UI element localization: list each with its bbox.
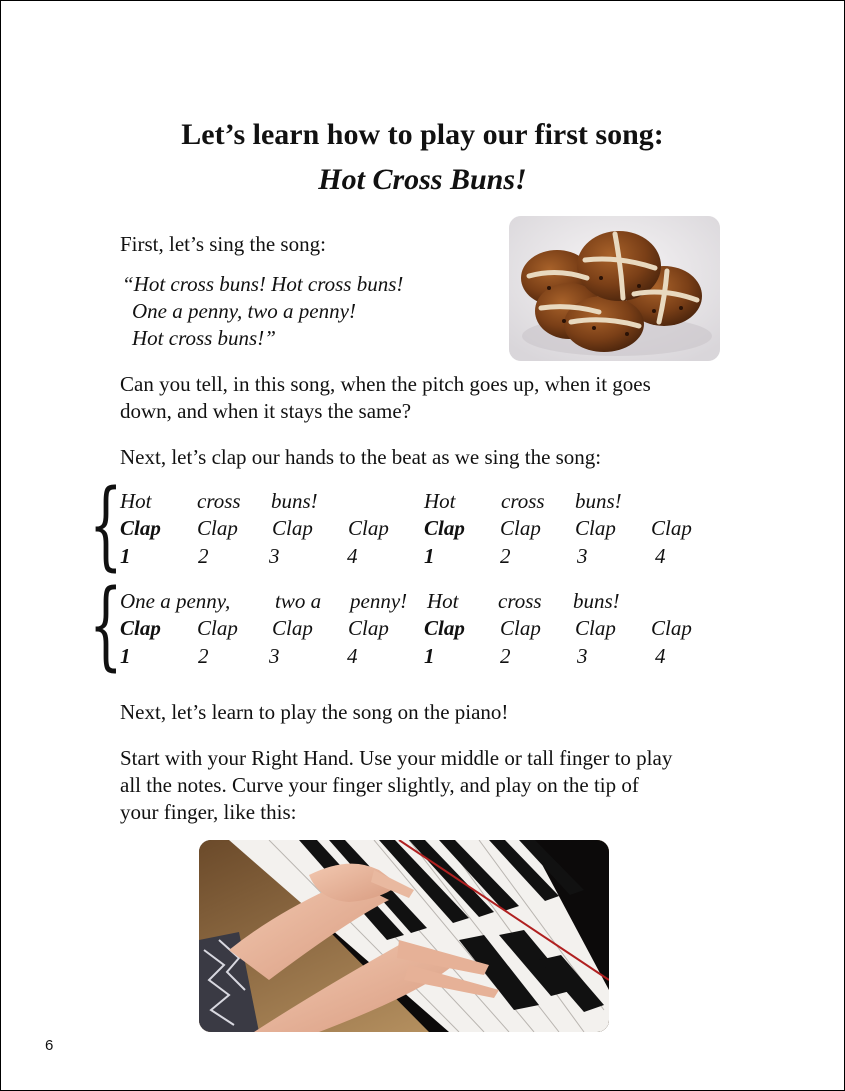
word: Hot: [427, 589, 459, 613]
instruction-line-3: your finger, like this:: [120, 800, 297, 824]
beat-count: 2: [500, 544, 511, 568]
clap-word: Clap: [651, 516, 692, 540]
clap-word: Clap: [272, 616, 313, 640]
clap-word: Clap: [575, 616, 616, 640]
clap-word: Clap: [575, 516, 616, 540]
clap-word: Clap: [120, 516, 161, 540]
sing-instruction: First, let’s sing the song:: [120, 232, 326, 256]
clap-word: Clap: [120, 616, 161, 640]
word: penny!: [350, 589, 408, 613]
clap-word: Clap: [348, 516, 389, 540]
beat-count: 1: [120, 544, 131, 568]
clap-word: Clap: [424, 616, 465, 640]
beat-count: 2: [500, 644, 511, 668]
word: buns!: [575, 489, 622, 513]
song-title: Hot Cross Buns!: [318, 163, 527, 196]
beat-count: 1: [424, 544, 435, 568]
word: Hot: [120, 489, 152, 513]
buns-illustration: [509, 216, 720, 361]
instruction-line-1: Start with your Right Hand. Use your middle or tall finger to play: [120, 746, 673, 770]
clap-word: Clap: [500, 516, 541, 540]
word: cross: [498, 589, 542, 613]
clap-word: Clap: [197, 516, 238, 540]
beat-count: 1: [120, 644, 131, 668]
hot-cross-buns-image: [509, 216, 720, 361]
instruction-line-2: all the notes. Curve your finger slightly, and play on the tip of: [120, 773, 639, 797]
beat-count: 4: [655, 544, 666, 568]
clap-word: Clap: [651, 616, 692, 640]
beat-count: 3: [269, 644, 280, 668]
beat-count: 4: [655, 644, 666, 668]
beat-count: 3: [269, 544, 280, 568]
beat-count: 4: [347, 644, 358, 668]
word: two a: [275, 589, 322, 613]
beat-count: 2: [198, 644, 209, 668]
piano-hands-image: [199, 840, 609, 1032]
beat-count: 4: [347, 544, 358, 568]
word: cross: [501, 489, 545, 513]
left-brace: {: [89, 469, 123, 581]
word: One a penny,: [120, 589, 231, 613]
word: cross: [197, 489, 241, 513]
beat-count: 1: [424, 644, 435, 668]
beat-count: 3: [577, 644, 588, 668]
left-brace: {: [89, 569, 123, 681]
page-number: 6: [45, 1037, 54, 1054]
question-line-2: down, and when it stays the same?: [120, 399, 412, 423]
word: buns!: [573, 589, 620, 613]
lyric-line: “Hot cross buns! Hot cross buns!: [122, 272, 404, 296]
page-title: Let’s learn how to play our first song:: [181, 118, 664, 151]
beat-count: 3: [577, 544, 588, 568]
question-line-1: Can you tell, in this song, when the pitch goes up, when it goes: [120, 372, 651, 396]
lyric-line: One a penny, two a penny!: [132, 299, 356, 323]
word: buns!: [271, 489, 318, 513]
clap-word: Clap: [424, 516, 465, 540]
clap-word: Clap: [197, 616, 238, 640]
clap-word: Clap: [348, 616, 389, 640]
lyric-line: Hot cross buns!”: [132, 326, 276, 350]
clap-word: Clap: [500, 616, 541, 640]
clap-instruction: Next, let’s clap our hands to the beat as we sing the song:: [120, 445, 602, 469]
piano-illustration: [199, 840, 609, 1032]
beat-count: 2: [198, 544, 209, 568]
clap-word: Clap: [272, 516, 313, 540]
word: Hot: [424, 489, 456, 513]
piano-instruction: Next, let’s learn to play the song on the piano!: [120, 700, 509, 724]
